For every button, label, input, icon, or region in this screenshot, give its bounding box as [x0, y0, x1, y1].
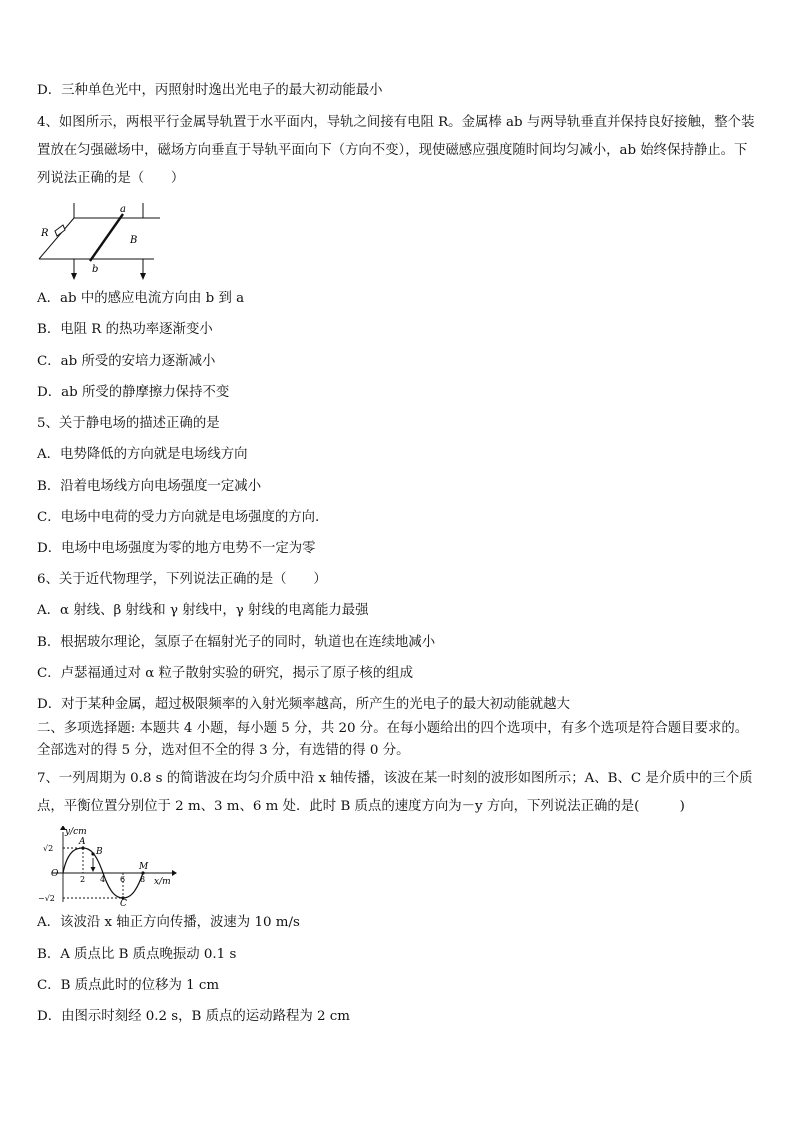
resistor-symbol [55, 225, 65, 236]
q4-option-a: A．ab 中的感应电流方向由 b 到 a [37, 291, 245, 306]
label-C: C [120, 899, 127, 906]
label-R: R [41, 228, 49, 239]
label-b: b [92, 264, 99, 275]
q4-option-d: D．ab 所受的静摩擦力保持不变 [37, 385, 230, 400]
arrowhead-right [140, 273, 146, 280]
xtick-8: 8 [140, 875, 146, 884]
xtick-4: 4 [100, 875, 106, 884]
q6-option-a: A．α 射线、β 射线和 γ 射线中，γ 射线的电离能力最强 [37, 603, 369, 618]
label-M: M [139, 862, 149, 872]
ytick-pos: √2 [43, 844, 54, 853]
x-arrowhead [172, 870, 177, 876]
q7-option-d: D．由图示时刻经 0.2 s，B 质点的运动路程为 2 cm [37, 1009, 350, 1024]
q5-option-b: B．沿着电场线方向电场强度一定减小 [37, 479, 262, 494]
label-B: B [130, 235, 138, 246]
x-axis-label: x/m [154, 877, 171, 887]
label-B: B [96, 847, 103, 857]
q6-option-b: B．根据玻尔理论，氢原子在辐射光子的同时，轨道也在连续地减小 [37, 635, 436, 650]
q4-option-c: C．ab 所受的安培力逐渐减小 [37, 354, 216, 369]
arrowhead-left [71, 273, 77, 280]
q4-stem: 4、如图所示，两根平行金属导轨置于水平面内，导轨之间接有电阻 R。金属棒 ab 与两导轨垂直并保持良好接触，整个装置放在匀强磁场中，磁场方向垂直于导轨平面向下（方向不变），现使磁感应强度随时间均匀减小，ab 始终保持静止。下列说法正确的是（ ） [37, 115, 755, 186]
y-axis-label: y/cm [65, 827, 87, 837]
label-A: A [79, 837, 86, 847]
q6-option-c: C．卢瑟福通过对 α 粒子散射实验的研究，揭示了原子核的组成 [37, 666, 413, 681]
q7-option-b: B．A 质点比 B 质点晚振动 0.1 s [37, 947, 237, 962]
q7-wave-graph [38, 826, 178, 906]
q5-option-d: D．电场中电场强度为零的地方电势不一定为零 [37, 541, 316, 556]
label-a: a [120, 204, 126, 215]
B-arrowhead [91, 867, 96, 872]
q6-option-d: D．对于某种金属，超过极限频率的入射光频率越高，所产生的光电子的最大初动能就越大 [37, 697, 570, 712]
xtick-6: 6 [120, 875, 126, 884]
q7-option-c: C．B 质点此时的位移为 1 cm [37, 978, 220, 993]
xtick-2: 2 [80, 875, 86, 884]
q4-option-b: B．电阻 R 的热功率逐渐变小 [37, 322, 213, 337]
q4-circuit-figure [36, 198, 164, 280]
ytick-neg: −√2 [38, 894, 55, 903]
q3-option-d: D．三种单色光中，丙照射时逸出光电子的最大初动能最小 [37, 83, 383, 98]
q5-stem: 5、关于静电场的描述正确的是 [37, 416, 220, 431]
point-B [91, 852, 94, 855]
q5-option-a: A．电势降低的方向就是电场线方向 [37, 447, 248, 462]
q7-stem: 7、一列周期为 0.8 s 的简谐波在均匀介质中沿 x 轴传播，该波在某一时刻的波形如图所示；A、B、C 是介质中的三个质点，平衡位置分别位于 2 m、3 m、6 m 处．此时 B 质点的速度方向为－y 方向，下列说法正确的是( ) [37, 771, 753, 814]
rod-ab [90, 214, 123, 261]
q7-option-a: A．该波沿 x 轴正方向传播，波速为 10 m/s [37, 915, 300, 930]
section-2-heading: 二、多项选择题: 本题共 4 小题，每小题 5 分，共 20 分。在每小题给出的四个选项中，有多个选项是符合题目要求的。全部选对的得 5 分，选对但不全的得 3 分，有选错的得 0 分。 [37, 721, 749, 758]
q5-option-c: C．电场中电荷的受力方向就是电场强度的方向. [37, 510, 320, 525]
q6-stem: 6、关于近代物理学，下列说法正确的是（ ） [37, 572, 327, 587]
origin-label: O [51, 869, 59, 879]
